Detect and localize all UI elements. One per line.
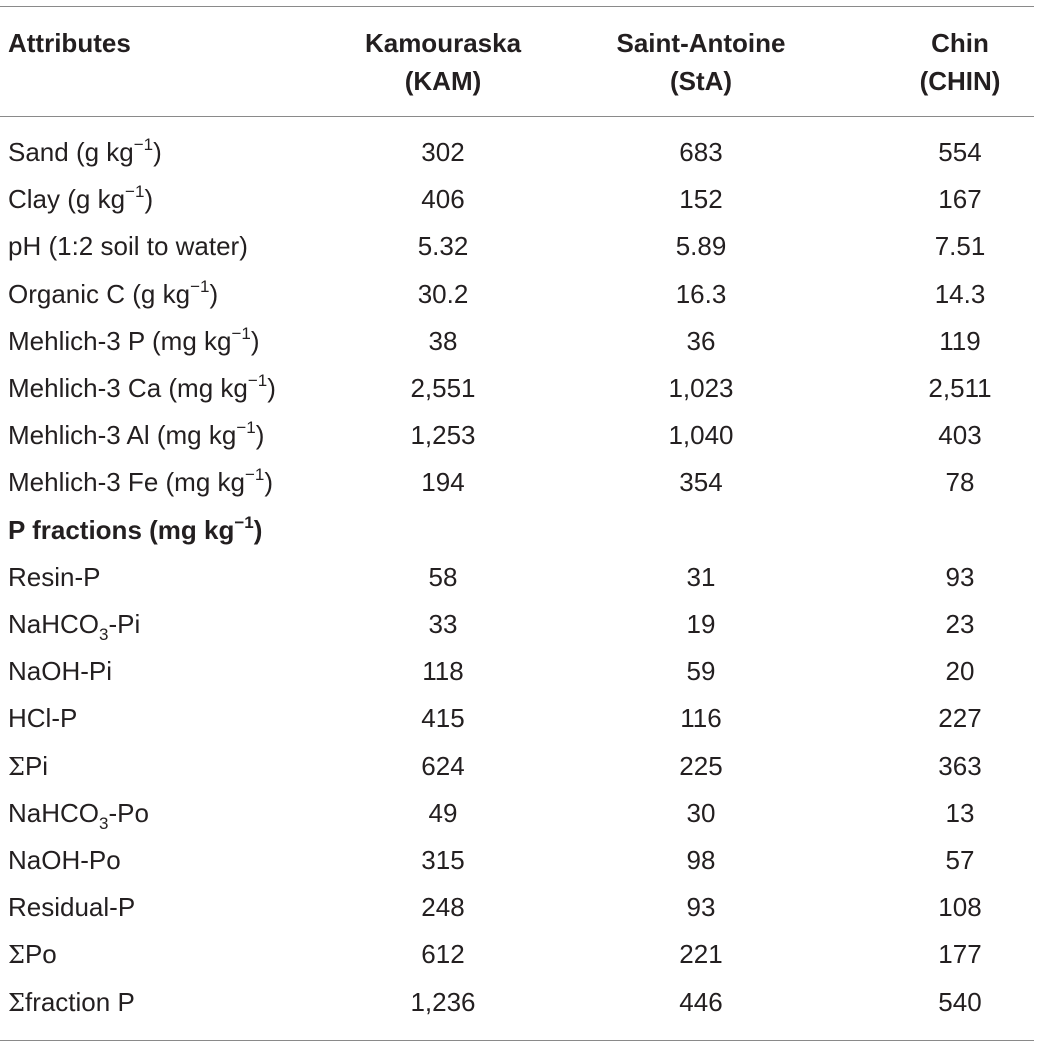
value-chin: 167 xyxy=(938,184,982,215)
attribute-text: NaHCO xyxy=(8,797,100,828)
value-kam: 415 xyxy=(421,703,465,734)
attribute-suffix: -Pi xyxy=(108,609,141,639)
value-chin: 540 xyxy=(938,986,982,1017)
table-row xyxy=(0,979,1040,1026)
table-row xyxy=(0,931,1040,978)
table-row xyxy=(0,318,1040,365)
value-sta: 31 xyxy=(686,561,716,592)
value-sta: 683 xyxy=(679,137,723,167)
value-chin: 177 xyxy=(938,939,982,970)
attribute-text: Mehlich-3 Ca (mg kg xyxy=(8,373,248,403)
table-row xyxy=(0,743,1040,790)
attribute-text: P fractions (mg kg xyxy=(8,514,235,545)
value-sta: 59 xyxy=(686,656,716,687)
attribute-cell xyxy=(8,695,77,742)
value-chin: 227 xyxy=(938,703,982,734)
value-chin: 2,511 xyxy=(928,373,992,403)
attribute-text: Residual-P xyxy=(8,892,136,923)
value-chin: 119 xyxy=(939,325,981,356)
value-chin: 93 xyxy=(945,561,975,592)
table-row xyxy=(0,176,1040,223)
table-row xyxy=(0,554,1040,601)
value-chin: 554 xyxy=(938,137,982,167)
attribute-cell xyxy=(8,601,140,651)
attribute-cell xyxy=(8,176,153,226)
attribute-suffix: ) xyxy=(253,514,263,545)
attribute-cell xyxy=(8,365,276,415)
table-row xyxy=(0,837,1040,884)
value-chin: 20 xyxy=(945,656,975,687)
attribute-suffix: ) xyxy=(209,278,219,309)
attribute-text: fraction P xyxy=(24,986,135,1017)
attribute-text: Sand (g kg xyxy=(8,137,134,167)
value-kam: 194 xyxy=(421,467,465,498)
table-row xyxy=(0,695,1040,742)
attribute-suffix: ) xyxy=(267,373,276,403)
attribute-text: NaOH-Pi xyxy=(8,656,113,687)
attribute-cell xyxy=(8,837,121,884)
attribute-text: pH (1:2 soil to water) xyxy=(8,231,248,262)
header-attributes-label: Attributes xyxy=(8,28,131,58)
attribute-cell xyxy=(8,318,260,368)
attribute-suffix: -Po xyxy=(108,797,149,828)
header-kamouraska xyxy=(313,24,573,100)
value-chin: 14.3 xyxy=(934,278,986,309)
header-chin-abbrev: (CHIN) xyxy=(919,66,1001,96)
attribute-text: Mehlich-3 P (mg kg xyxy=(8,325,232,356)
value-chin: 7.51 xyxy=(934,231,986,262)
header-saint-antoine xyxy=(571,24,831,100)
superscript: −1 xyxy=(244,465,265,485)
attribute-cell xyxy=(8,554,100,601)
sigma-symbol: Σ xyxy=(8,752,25,781)
value-kam: 49 xyxy=(428,797,458,828)
value-sta: 93 xyxy=(686,892,716,923)
value-kam: 38 xyxy=(428,325,458,356)
attribute-cell xyxy=(8,129,162,179)
value-sta: 1,023 xyxy=(668,373,734,403)
superscript: −1 xyxy=(247,371,268,390)
header-kam-name: Kamouraska xyxy=(364,28,522,58)
value-kam: 2,551 xyxy=(410,373,476,403)
value-kam: 612 xyxy=(421,939,465,970)
value-kam: 406 xyxy=(421,184,465,215)
header-attributes xyxy=(8,24,131,62)
value-kam: 248 xyxy=(421,892,465,923)
attribute-text: Clay (g kg xyxy=(8,184,126,215)
value-sta: 30 xyxy=(686,797,716,828)
header-bottom-rule xyxy=(0,116,1034,117)
attribute-suffix: ) xyxy=(153,137,162,167)
value-sta: 446 xyxy=(679,986,723,1017)
value-kam: 58 xyxy=(428,561,458,592)
subscript: 3 xyxy=(99,813,109,833)
value-kam: 30.2 xyxy=(417,278,469,309)
attribute-suffix: ) xyxy=(144,184,154,215)
attribute-cell xyxy=(8,979,135,1027)
value-sta: 225 xyxy=(679,750,723,781)
attribute-text: Organic C (g kg xyxy=(8,278,191,309)
value-sta: 98 xyxy=(686,845,716,875)
value-chin: 13 xyxy=(945,797,975,828)
superscript: −1 xyxy=(133,135,154,154)
attribute-text: Po xyxy=(24,939,57,970)
table-row xyxy=(0,601,1040,648)
attribute-text: Resin-P xyxy=(8,561,101,592)
table-row xyxy=(0,648,1040,695)
value-kam: 302 xyxy=(421,137,465,167)
attribute-suffix: ) xyxy=(264,467,274,498)
attribute-text: Mehlich-3 Fe (mg kg xyxy=(8,467,245,498)
value-sta: 5.89 xyxy=(675,231,727,262)
attribute-text: NaHCO xyxy=(8,609,100,639)
table-row xyxy=(0,412,1040,459)
section-header-row xyxy=(0,507,1040,554)
value-chin: 403 xyxy=(938,420,982,451)
value-sta: 36 xyxy=(686,325,716,356)
header-kam-abbrev: (KAM) xyxy=(404,66,482,96)
value-sta: 152 xyxy=(679,184,723,215)
value-kam: 118 xyxy=(422,656,464,687)
value-sta: 116 xyxy=(680,703,722,734)
sigma-symbol: Σ xyxy=(8,988,25,1017)
attribute-cell xyxy=(8,743,48,791)
header-sta-abbrev: (StA) xyxy=(669,66,733,96)
superscript: −1 xyxy=(234,512,254,532)
attribute-cell xyxy=(8,271,218,321)
subscript: 3 xyxy=(99,625,109,644)
attribute-cell xyxy=(8,412,264,462)
table-row xyxy=(0,790,1040,837)
sigma-symbol: Σ xyxy=(8,941,25,970)
table-row xyxy=(0,129,1040,176)
value-chin: 108 xyxy=(938,892,982,923)
attribute-suffix: ) xyxy=(255,420,265,451)
attribute-cell xyxy=(8,459,273,509)
value-kam: 1,253 xyxy=(410,420,476,451)
superscript: −1 xyxy=(125,182,145,202)
header-chin-name: Chin xyxy=(931,28,989,58)
attribute-cell xyxy=(8,648,112,695)
attribute-cell xyxy=(8,931,57,979)
value-sta: 221 xyxy=(679,939,723,970)
value-chin: 363 xyxy=(938,750,982,781)
value-sta: 1,040 xyxy=(668,420,734,451)
table-row xyxy=(0,884,1040,931)
value-sta: 354 xyxy=(679,467,723,498)
value-chin: 23 xyxy=(945,609,975,639)
attribute-text: HCl-P xyxy=(8,703,78,734)
value-sta: 16.3 xyxy=(675,278,727,309)
value-kam: 5.32 xyxy=(417,231,469,262)
attribute-text: Pi xyxy=(24,750,49,781)
attribute-text: NaOH-Po xyxy=(8,845,121,875)
header-chin xyxy=(830,24,1040,100)
table-row xyxy=(0,365,1040,412)
value-kam: 33 xyxy=(428,609,458,639)
value-kam: 1,236 xyxy=(410,986,476,1017)
value-chin: 78 xyxy=(945,467,975,498)
attribute-cell xyxy=(8,884,135,931)
header-sta-name: Saint-Antoine xyxy=(616,28,786,58)
table-row xyxy=(0,459,1040,506)
value-kam: 315 xyxy=(421,845,465,875)
superscript: −1 xyxy=(231,323,251,343)
table-top-rule xyxy=(0,6,1034,7)
superscript: −1 xyxy=(236,418,256,438)
value-chin: 57 xyxy=(945,845,975,875)
attribute-cell xyxy=(8,223,248,270)
value-kam: 624 xyxy=(421,750,465,781)
attribute-text: Mehlich-3 Al (mg kg xyxy=(8,420,237,451)
attribute-suffix: ) xyxy=(250,325,260,356)
table-row xyxy=(0,271,1040,318)
attribute-cell xyxy=(8,790,149,840)
section-label xyxy=(8,507,262,557)
table-row xyxy=(0,223,1040,270)
superscript: −1 xyxy=(190,276,210,296)
table-bottom-rule xyxy=(0,1040,1034,1041)
value-sta: 19 xyxy=(686,609,716,639)
